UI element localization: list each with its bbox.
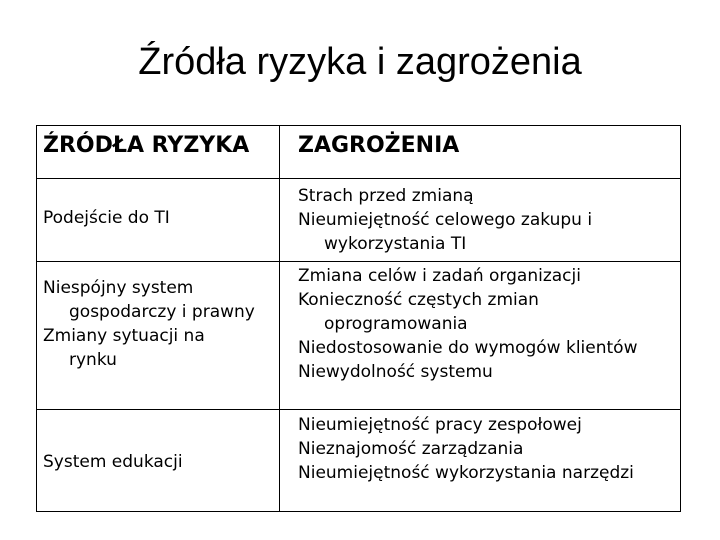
slide-title: Źródła ryzyka i zagrożenia [138,41,582,83]
threat-item: Konieczność częstych zmian oprogramowania [298,290,539,334]
threat-item: Nieumiejętność celowego zakupu i wykorzystania TI [298,210,593,254]
row-1-threats [298,184,673,256]
row-3-threats [298,413,673,485]
row-divider [37,261,680,262]
risk-table [36,125,681,512]
source-item: Niespójny system gospodarczy i prawny [43,278,255,322]
source-item: Zmiany sytuacji na rynku [43,326,205,370]
header-threats: ZAGROŻENIA [298,133,460,158]
source-item: System edukacji [43,452,183,472]
row-2-threats [298,264,673,384]
header-sources: ŹRÓDŁA RYZYKA [43,133,250,158]
column-divider [279,126,280,511]
threat-item: Strach przed zmianą [298,186,474,206]
threat-item: Nieznajomość zarządzania [298,439,524,459]
row-2-source [43,276,258,372]
row-3-source [43,450,273,474]
row-1-source [43,206,273,230]
threat-item: Nieumiejętność wykorzystania narzędzi [298,463,634,483]
source-item: Podejście do TI [43,208,170,228]
threat-item: Nieumiejętność pracy zespołowej [298,415,582,435]
threat-item: Zmiana celów i zadań organizacji [298,266,581,286]
row-divider [37,178,680,179]
threat-item: Niewydolność systemu [298,362,493,382]
row-divider [37,409,680,410]
threat-item: Niedostosowanie do wymogów klientów [298,338,638,358]
